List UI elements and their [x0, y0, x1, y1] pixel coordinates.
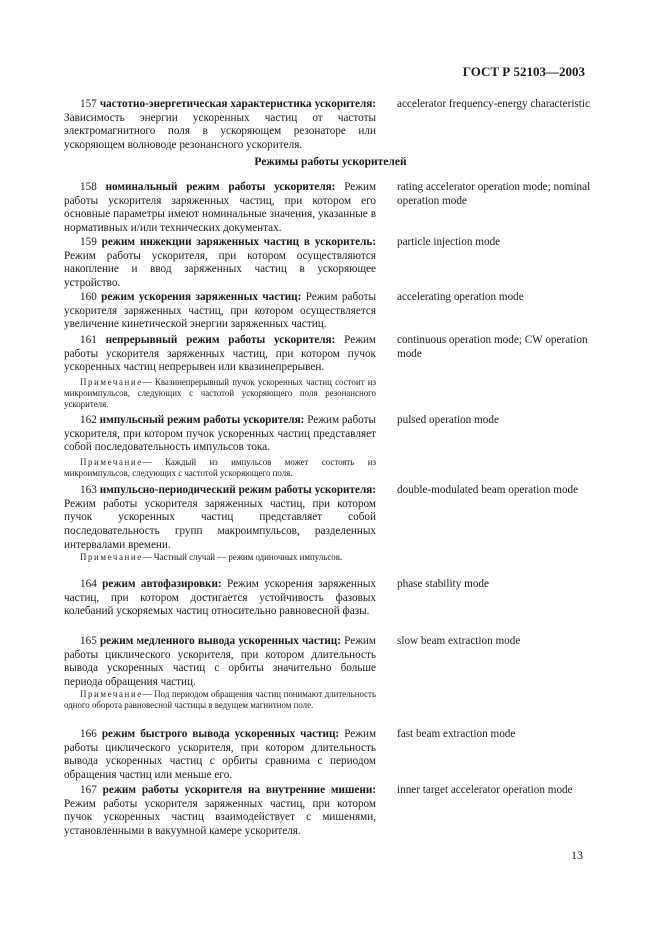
entry-term: режим ускорения заряженных частиц:	[101, 291, 302, 303]
term-entry-163	[64, 484, 640, 553]
entry-term: режим инжекции заряженных частиц в ускоритель:	[101, 236, 377, 248]
entry-term: режим медленного вывода ускоренных частиц:	[99, 635, 341, 647]
entry-number: 159	[80, 236, 97, 248]
entry-ru-text	[64, 728, 376, 783]
note-165	[64, 689, 376, 711]
entry-definition: Режим работы ускорителя заряженных частиц, при котором осуществляется увеличение кинетической энергии заряженных частиц.	[64, 291, 376, 331]
note-text: — Частный случай — режим одиночных импульсов.	[142, 552, 343, 562]
entry-number: 161	[80, 334, 97, 346]
entry-ru-text	[64, 784, 376, 839]
entry-definition: Режим работы циклического ускорителя, при котором длительность вывода ускоренных частиц с орбиты сравнима с периодом обращения частиц или меньше его.	[64, 728, 377, 782]
entry-ru-text	[64, 484, 376, 553]
note-text: — Под периодом обращения частиц понимают длительность одного оборота равновесной частицы в ведущем магнитном поле.	[64, 689, 376, 710]
term-entry-157	[64, 98, 640, 153]
term-entry-167	[64, 784, 640, 839]
entry-definition: Режим работы ускорителя заряженных частиц, при котором пучок ускоренных частиц представляет собой последовательность групп макроимпульсов, разделенных интервалами времени.	[64, 497, 376, 551]
entry-english-term: continuous operation mode; CW operation mode	[397, 334, 588, 360]
term-entry-166	[64, 728, 640, 783]
entry-ru-text	[64, 181, 376, 236]
entry-ru-text	[64, 236, 376, 291]
entry-definition: Режим работы ускорителя, при котором пучок ускоренных частиц представляет собой последовательность импульсов тока.	[64, 414, 376, 454]
note-162	[64, 457, 376, 479]
entry-english-term: phase stability mode	[397, 578, 489, 590]
entry-term: режим работы ускорителя на внутренние мишени:	[102, 784, 376, 796]
note-label: Примечание	[80, 552, 143, 562]
section-title: Режимы работы ускорителей	[254, 156, 407, 168]
entry-definition: Режим работы ускорителя заряженных частиц, при котором его основные параметры имеют номинальные значения, указанные в нормативных и/или технических документах.	[64, 181, 377, 235]
entry-number: 157	[80, 98, 97, 110]
entry-english-term: pulsed operation mode	[397, 414, 499, 426]
entry-ru-text	[64, 578, 376, 619]
note-label: Примечание	[80, 457, 143, 467]
entry-english-term: fast beam extraction mode	[397, 728, 516, 740]
term-entry-159	[64, 236, 640, 291]
document-header: ГОСТ Р 52103—2003	[462, 64, 585, 79]
entry-term: импульсно-периодический режим работы ускорителя:	[99, 484, 377, 496]
entry-number: 163	[80, 484, 97, 496]
term-entry-160	[64, 291, 640, 332]
entry-english-term: particle injection mode	[397, 236, 501, 248]
entry-english-term: double-modulated beam operation mode	[397, 484, 579, 496]
entry-term: номинальный режим работы ускорителя:	[105, 181, 336, 193]
entry-english-term: accelerator frequency-energy characteristic	[397, 98, 590, 110]
entry-term: импульсный режим работы ускорителя:	[99, 414, 305, 426]
entry-ru-text	[64, 334, 376, 375]
page-number: 13	[571, 848, 583, 862]
term-entry-162	[64, 414, 640, 455]
entry-ru-text	[64, 414, 376, 455]
entry-term: режим быстрого вывода ускоренных частиц:	[101, 728, 340, 740]
note-161	[64, 377, 376, 410]
entry-ru-text	[64, 98, 376, 153]
note-text: — Квазинепрерывный пучок ускоренных частиц состоит из микроимпульсов, следующих с частотой ускоряющего поля резонансного ускорителя.	[64, 377, 376, 409]
entry-number: 165	[80, 635, 97, 647]
entry-definition: Режим работы ускорителя заряженных частиц, при котором пучок ускоренных частиц взаимодействует с мишенями, установленными в вакуумной камере ускорителя.	[64, 797, 376, 838]
entry-ru-text	[64, 635, 376, 690]
note-label: Примечание	[80, 689, 143, 699]
entry-term: частотно-энергетическая характеристика ускорителя:	[99, 98, 376, 110]
entry-english-term: slow beam extraction mode	[397, 635, 521, 647]
entry-term: непрерывный режим работы ускорителя:	[105, 334, 336, 346]
entry-number: 158	[80, 181, 97, 193]
entry-definition: Режим работы циклического ускорителя, при котором длительность вывода ускоренных частиц с орбиты значительно больше периода обращения частиц.	[64, 635, 376, 689]
entry-definition: Режим работы ускорителя, при котором осуществляются накопление и ввод заряженных частиц в ускоряющее устройство.	[64, 249, 376, 290]
entry-number: 164	[80, 578, 97, 590]
entry-english-term: rating accelerator operation mode; nominal operation mode	[397, 181, 591, 207]
note-text: — Каждый из импульсов может состоять из микроимпульсов, следующих с частотой ускоряющего поля.	[64, 457, 376, 478]
term-entry-164	[64, 578, 640, 619]
entry-definition: Зависимость энергии ускоренных частиц от частоты электромагнитного поля в ускоряющем резонаторе или ускоряющем волноводе резонансного ускорителя.	[64, 111, 376, 152]
entry-term: режим автофазировки:	[102, 578, 222, 590]
entry-number: 162	[80, 414, 97, 426]
entry-ru-text	[64, 291, 376, 332]
entry-english-term: inner target accelerator operation mode	[397, 784, 573, 796]
entry-english-term: accelerating operation mode	[397, 291, 524, 303]
entry-definition: Режим ускорения заряженных частиц, при котором достигается устойчивость фазовых колебаний ускоряемых частиц относительно равновесной фазы.	[64, 578, 377, 618]
entry-number: 160	[80, 291, 97, 303]
entry-number: 166	[80, 728, 97, 740]
note-label: Примечание	[80, 377, 143, 387]
entry-number: 167	[80, 784, 97, 796]
term-entry-161	[64, 334, 640, 375]
entry-definition: Режим работы ускорителя заряженных частиц, при котором пучок ускоренных частиц непрерывен или квазинепрерывен.	[64, 334, 377, 374]
note-163	[64, 552, 376, 563]
term-entry-165	[64, 635, 640, 690]
term-entry-158	[64, 181, 640, 236]
